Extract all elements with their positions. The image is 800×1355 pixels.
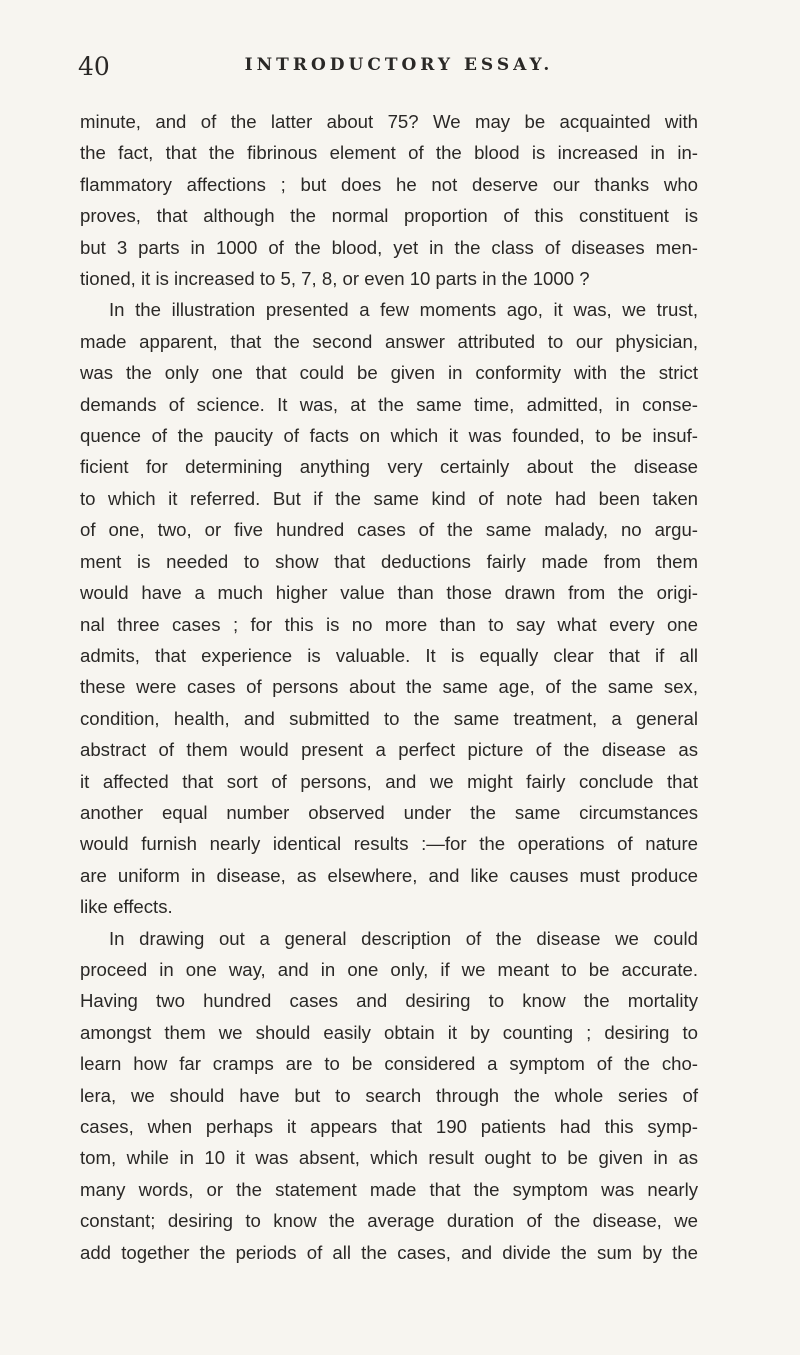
text-line: demands of science. It was, at the same time, admitted, in conse- [80, 393, 698, 415]
text-line: of one, two, or five hundred cases of the same malady, no argu- [80, 519, 698, 541]
text-line: but 3 parts in 1000 of the blood, yet in the class of diseases men- [80, 236, 698, 258]
text-line: quence of the paucity of facts on which it was founded, to be insuf- [80, 425, 698, 447]
text-line: made apparent, that the second answer attributed to our physician, [80, 330, 698, 352]
text-line: ficient for determining anything very certainly about the disease [80, 456, 698, 478]
text-line: In the illustration presented a few moments ago, it was, we trust, [109, 299, 698, 321]
text-line: tioned, it is increased to 5, 7, 8, or even 10 parts in the 1000 ? [80, 268, 590, 290]
page-number: 40 [78, 52, 110, 81]
text-line: add together the periods of all the cases, and divide the sum by the [80, 1241, 698, 1263]
text-line: abstract of them would present a perfect picture of the disease as [80, 739, 698, 761]
text-line: minute, and of the latter about 75? We may be acquainted with [80, 111, 698, 132]
paragraph [80, 294, 698, 922]
text-line: constant; desiring to know the average duration of the disease, we [80, 1210, 698, 1232]
text-line: would furnish nearly identical results :—for the operations of nature [80, 833, 698, 855]
text-line: learn how far cramps are to be considered a symptom of the cho- [80, 1053, 698, 1075]
text-line: another equal number observed under the same circumstances [80, 801, 698, 823]
paragraph [80, 923, 698, 1268]
text-line: it affected that sort of persons, and we might fairly conclude that [80, 770, 698, 792]
paragraph [80, 106, 698, 294]
text-line: these were cases of persons about the same age, of the same sex, [80, 676, 698, 698]
text-line: proves, that although the normal proportion of this constituent is [80, 205, 698, 227]
text-line: amongst them we should easily obtain it by counting ; desiring to [80, 1021, 698, 1043]
text-line: tom, while in 10 it was absent, which result ought to be given in as [80, 1147, 698, 1169]
text-line: like effects. [80, 896, 173, 918]
text-line: would have a much higher value than those drawn from the origi- [80, 582, 698, 604]
text-line: was the only one that could be given in conformity with the strict [80, 362, 698, 384]
text-line: flammatory affections ; but does he not deserve our thanks who [80, 173, 698, 195]
text-line: condition, health, and submitted to the same treatment, a general [80, 707, 698, 729]
text-line: admits, that experience is valuable. It is equally clear that if all [80, 644, 698, 666]
text-line: ment is needed to show that deductions fairly made from them [80, 550, 698, 572]
page-header [78, 52, 720, 92]
body-text [80, 106, 698, 1268]
text-line: proceed in one way, and in one only, if we meant to be accurate. [80, 958, 698, 980]
text-line: Having two hundred cases and desiring to know the mortality [80, 990, 698, 1012]
text-line: In drawing out a general description of the disease we could [109, 927, 698, 949]
running-title: INTRODUCTORY ESSAY. [244, 55, 554, 75]
text-line: many words, or the statement made that the symptom was nearly [80, 1178, 698, 1200]
text-line: are uniform in disease, as elsewhere, and like causes must produce [80, 864, 698, 886]
text-line: lera, we should have but to search through the whole series of [80, 1084, 698, 1106]
text-line: nal three cases ; for this is no more than to say what every one [80, 613, 698, 635]
text-line: the fact, that the fibrinous element of the blood is increased in in- [80, 142, 698, 164]
text-line: cases, when perhaps it appears that 190 patients had this symp- [80, 1116, 698, 1137]
text-line: to which it referred. But if the same kind of note had been taken [80, 487, 698, 509]
